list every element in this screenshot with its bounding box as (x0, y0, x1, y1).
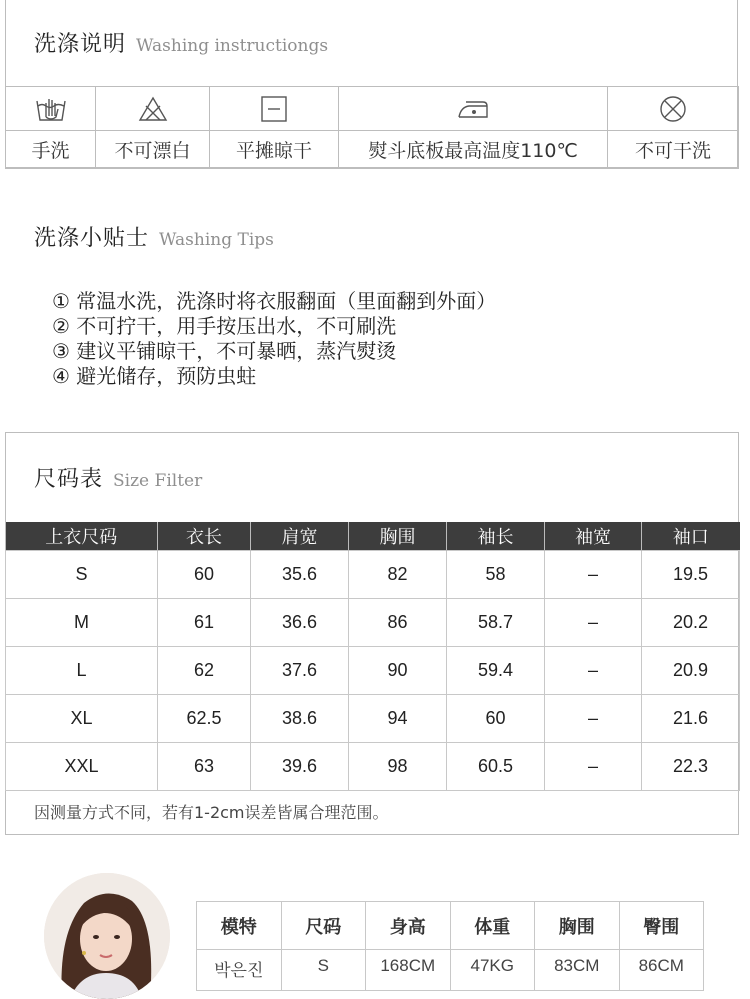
size-table-header (6, 522, 740, 551)
no-bleach-cell (96, 87, 210, 131)
col-header: 肩宽 (251, 522, 349, 551)
col-header: 衣长 (158, 522, 251, 551)
tip-item: ③ 建议平铺晾干，不可暴晒，蒸汽熨烫 (52, 339, 397, 363)
table-row (6, 551, 740, 599)
tips-title (34, 221, 274, 252)
tip-item: ① 常温水洗，洗涤时将衣服翻面（里面翻到外面） (52, 289, 497, 313)
table-cell: 61 (158, 599, 251, 647)
care-label-dry-flat: 平摊晾干 (210, 131, 339, 169)
size-chart-subtitle: Size Filter (113, 471, 203, 491)
table-cell: – (545, 695, 642, 743)
table-cell: 60 (158, 551, 251, 599)
tip-item: ② 不可拧干，用手按压出水，不可刷洗 (52, 314, 397, 338)
col-header: 上衣尺码 (6, 522, 158, 551)
table-cell: – (545, 599, 642, 647)
tips-list (52, 289, 496, 389)
table-cell: 86 (349, 599, 447, 647)
model-header: 身高 (366, 902, 451, 950)
tips-subtitle: Washing Tips (159, 230, 274, 250)
table-cell: 60 (447, 695, 545, 743)
care-symbols-table (5, 86, 739, 169)
table-cell: 39.6 (251, 743, 349, 791)
tip-item: ④ 避光储存，预防虫蛀 (52, 364, 257, 388)
table-cell: XXL (6, 743, 158, 791)
size-chart-title-text: 尺码表 (34, 467, 104, 492)
model-value: S (281, 950, 366, 991)
table-cell: 20.9 (642, 647, 740, 695)
dry-flat-icon (210, 95, 338, 123)
table-cell: 90 (349, 647, 447, 695)
table-cell: 59.4 (447, 647, 545, 695)
table-cell: 58 (447, 551, 545, 599)
model-value-row (197, 950, 704, 991)
table-cell: 19.5 (642, 551, 740, 599)
table-cell: 60.5 (447, 743, 545, 791)
table-row (6, 743, 740, 791)
table-cell: 22.3 (642, 743, 740, 791)
care-label-hand-wash: 手洗 (6, 131, 96, 169)
table-cell: L (6, 647, 158, 695)
table-cell: 36.6 (251, 599, 349, 647)
table-cell: 38.6 (251, 695, 349, 743)
model-header: 模特 (197, 902, 282, 950)
care-label-no-bleach: 不可漂白 (96, 131, 210, 169)
table-cell: XL (6, 695, 158, 743)
col-header: 袖长 (447, 522, 545, 551)
model-header: 尺码 (281, 902, 366, 950)
col-header: 袖宽 (545, 522, 642, 551)
dry-flat-cell (210, 87, 339, 131)
model-value: 86CM (619, 950, 704, 991)
table-cell: – (545, 551, 642, 599)
table-cell: 35.6 (251, 551, 349, 599)
size-chart-title (34, 462, 202, 493)
model-table (196, 901, 704, 991)
table-row (6, 647, 740, 695)
washing-subtitle: Washing instructiongs (136, 36, 329, 56)
table-cell: 62 (158, 647, 251, 695)
table-cell: 94 (349, 695, 447, 743)
model-value: 83CM (535, 950, 620, 991)
table-cell: – (545, 743, 642, 791)
washing-title (34, 27, 328, 58)
care-label-iron: 熨斗底板最高温度110℃ (339, 131, 608, 169)
table-row (6, 599, 740, 647)
table-row (6, 695, 740, 743)
table-cell: 62.5 (158, 695, 251, 743)
table-cell: S (6, 551, 158, 599)
model-header: 体重 (450, 902, 535, 950)
iron-cell (339, 87, 608, 131)
no-dry-clean-icon (608, 94, 738, 124)
table-cell: M (6, 599, 158, 647)
size-note: 因测量方式不同，若有1-2cm误差皆属合理范围。 (34, 803, 389, 822)
table-cell: 37.6 (251, 647, 349, 695)
no-dry-clean-cell (608, 87, 739, 131)
care-label-no-dry-clean: 不可干洗 (608, 131, 739, 169)
iron-icon (339, 97, 607, 121)
table-cell: 20.2 (642, 599, 740, 647)
size-table (5, 522, 740, 791)
no-bleach-icon (96, 95, 209, 123)
model-value: 168CM (366, 950, 451, 991)
col-header: 胸围 (349, 522, 447, 551)
table-cell: 98 (349, 743, 447, 791)
table-cell: 82 (349, 551, 447, 599)
table-cell: 63 (158, 743, 251, 791)
model-value: 47KG (450, 950, 535, 991)
model-header: 胸围 (535, 902, 620, 950)
model-value: 박은진 (197, 950, 282, 991)
table-cell: 58.7 (447, 599, 545, 647)
model-avatar (44, 873, 170, 999)
hand-wash-cell (6, 87, 96, 131)
tips-title-text: 洗涤小贴士 (34, 226, 150, 251)
col-header: 袖口 (642, 522, 740, 551)
table-cell: 21.6 (642, 695, 740, 743)
washing-title-text: 洗涤说明 (34, 32, 127, 57)
table-cell: – (545, 647, 642, 695)
hand-wash-icon (6, 95, 95, 123)
model-header: 臀围 (619, 902, 704, 950)
model-header-row (197, 902, 704, 950)
